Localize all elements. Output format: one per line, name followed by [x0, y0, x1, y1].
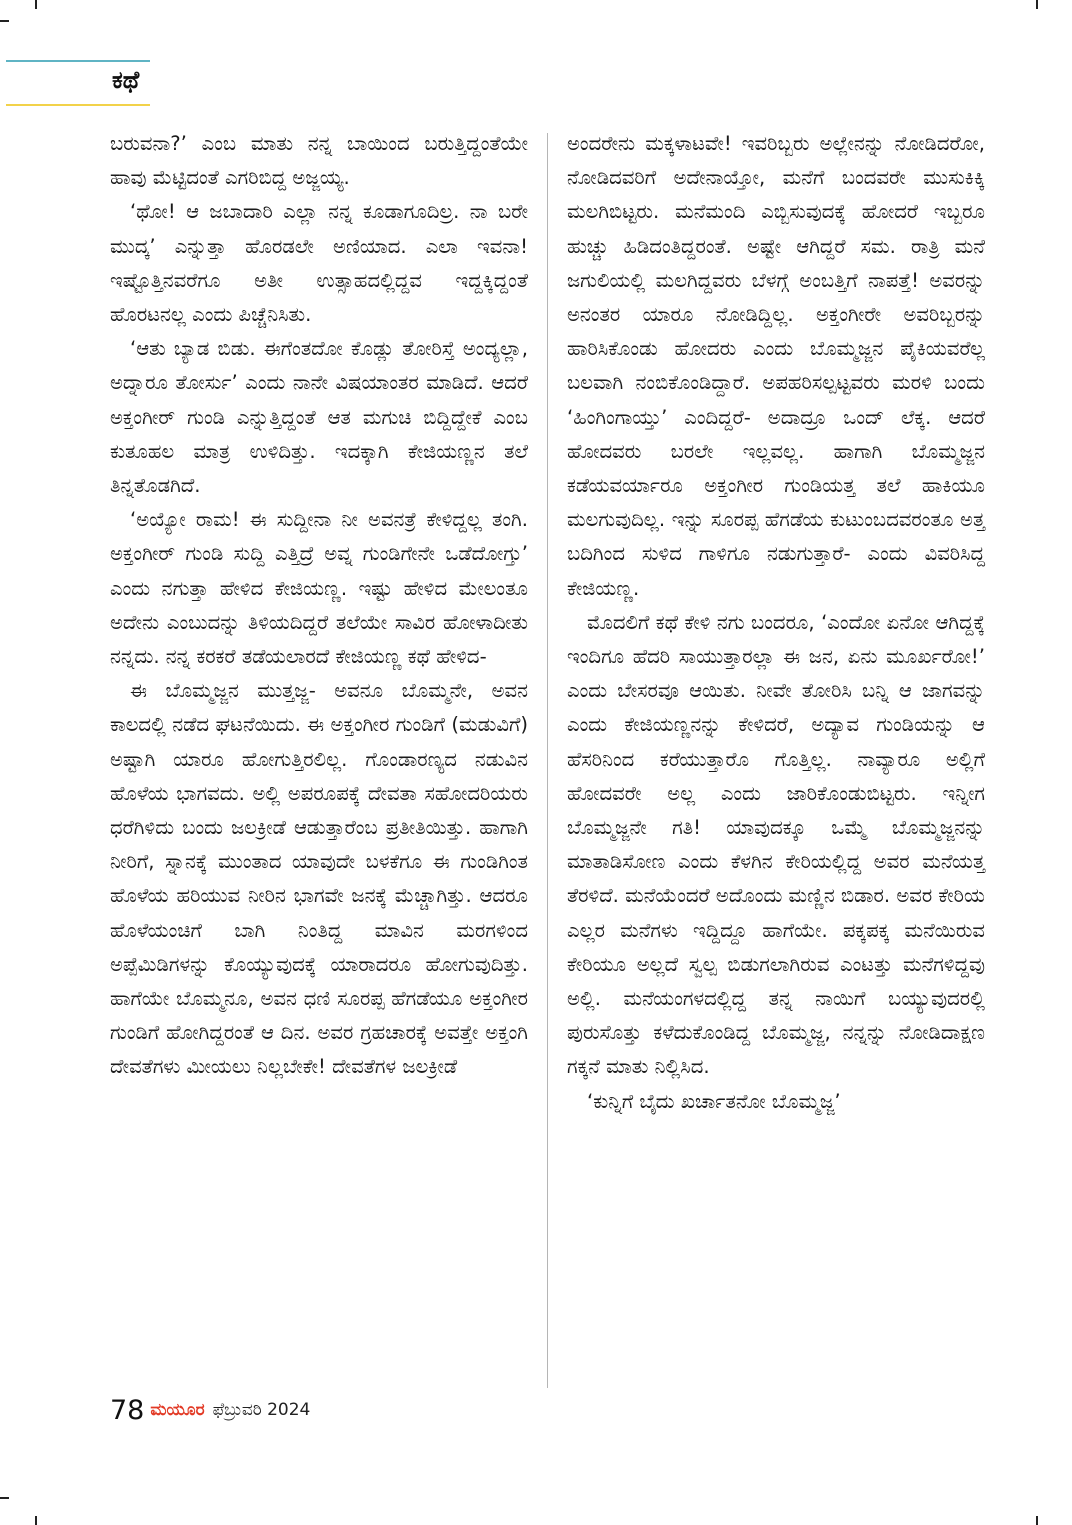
- paragraph: ‘ಅಯ್ಯೋ ರಾಮ! ಈ ಸುದ್ದೀನಾ ನೀ ಅವನತ್ರೆ ಕೇಳಿದ್ದಲ್ಲ ತಂಗಿ. ಅಕ್ತಂಗೀರ್ ಗುಂಡಿ ಸುದ್ದಿ ಎತ್ತಿದ್ರೆ ಅವ್ನ ಗುಂಡಿಗೇನೇ ಒಡೆದೋಗ್ತು’ ಎಂದು ನಗುತ್ತಾ ಹೇಳಿದ ಕೇಜಿಯಣ್ಣ. ಇಷ್ಟು ಹೇಳಿದ ಮೇಲಂತೂ ಅದೇನು ಎಂಬುದನ್ನು ತಿಳಿಯದಿದ್ದರೆ ತಲೆಯೇ ಸಾವಿರ ಹೋಳಾದೀತು ನನ್ನದು. ನನ್ನ ಕರಕರೆ ತಡೆಯಲಾರದೆ ಕೇಜಿಯಣ್ಣ ಕಥೆ ಹೇಳಿದ-: [110, 508, 528, 669]
- paragraph: ಈ ಬೊಮ್ಮಜ್ಜನ ಮುತ್ತಜ್ಜ- ಅವನೂ ಬೊಮ್ಮನೇ, ಅವನ ಕಾಲದಲ್ಲಿ ನಡೆದ ಘಟನೆಯಿದು. ಈ ಅಕ್ತಂಗೀರ ಗುಂಡಿಗೆ (ಮಡುವಿಗೆ) ಅಷ್ಟಾಗಿ ಯಾರೂ ಹೋಗುತ್ತಿರಲಿಲ್ಲ. ಗೊಂಡಾರಣ್ಯದ ನಡುವಿನ ಹೊಳೆಯ ಭಾಗವದು. ಅಲ್ಲಿ ಅಪರೂಪಕ್ಕೆ ದೇವತಾ ಸಹೋದರಿಯರು ಧರೆಗಿಳಿದು ಬಂದು ಜಲಕ್ರೀಡೆ ಆಡುತ್ತಾರೆಂಬ ಪ್ರತೀತಿಯಿತ್ತು. ಹಾಗಾಗಿ ನೀರಿಗೆ, ಸ್ನಾನಕ್ಕೆ ಮುಂತಾದ ಯಾವುದೇ ಬಳಕೆಗೂ ಈ ಗುಂಡಿಗಿಂತ ಹೊಳೆಯ ಹರಿಯುವ ನೀರಿನ ಭಾಗವೇ ಜನಕ್ಕೆ ಮೆಚ್ಚಾಗಿತ್ತು. ಆದರೂ ಹೊಳೆಯಂಚಿಗೆ ಬಾಗಿ ನಿಂತಿದ್ದ ಮಾವಿನ ಮರಗಳಿಂದ ಅಪ್ಪೆಮಿಡಿಗಳನ್ನು ಕೊಯ್ಯುವುದಕ್ಕೆ ಯಾರಾದರೂ ಹೋಗುವುದಿತ್ತು. ಹಾಗೆಯೇ ಬೊಮ್ಮನೂ, ಅವನ ಧಣಿ ಸೂರಪ್ಪ ಹೆಗಡೆಯೂ ಅಕ್ತಂಗೀರ ಗುಂಡಿಗೆ ಹೋಗಿದ್ದರಂತೆ ಆ ದಿನ. ಅವರ ಗ್ರಹಚಾರಕ್ಕೆ ಅವತ್ತೇ ಅಕ್ತಂಗಿ ದೇವತೆಗಳು ಮೀಯಲು ನಿಲ್ಲಬೇಕೇ! ದೇವತೆಗಳ ಜಲಕ್ರೀಡೆ: [110, 679, 528, 1079]
- header-rule-teal: [6, 60, 150, 62]
- paragraph: ಅಂದರೇನು ಮಕ್ಕಳಾಟವೇ! ಇವರಿಬ್ಬರು ಅಲ್ಲೇನನ್ನು ನೋಡಿದರೋ, ನೋಡಿದವರಿಗೆ ಅದೇನಾಯ್ತೋ, ಮನೆಗೆ ಬಂದವರೇ ಮುಸುಕಿಕ್ಕಿ ಮಲಗಿಬಿಟ್ಟರು. ಮನೆಮಂದಿ ಎಬ್ಬಿಸುವುದಕ್ಕೆ ಹೋದರೆ ಇಬ್ಬರೂ ಹುಚ್ಚು ಹಿಡಿದಂತಿದ್ದರಂತೆ. ಅಷ್ಟೇ ಆಗಿದ್ದರೆ ಸಮ. ರಾತ್ರಿ ಮನೆ ಜಗುಲಿಯಲ್ಲಿ ಮಲಗಿದ್ದವರು ಬೆಳಗ್ಗೆ ಅಂಬತ್ತಿಗೆ ನಾಪತ್ತೆ! ಅವರನ್ನು ಅನಂತರ ಯಾರೂ ನೋಡಿದ್ದಿಲ್ಲ. ಅಕ್ತಂಗೀರೇ ಅವರಿಬ್ಬರನ್ನು ಹಾರಿಸಿಕೊಂಡು ಹೋದರು ಎಂದು ಬೊಮ್ಮಜ್ಜನ ಪೈಕಿಯವರೆಲ್ಲ ಬಲವಾಗಿ ನಂಬಿಕೊಂಡಿದ್ದಾರೆ. ಅಪಹರಿಸಲ್ಪಟ್ಟವರು ಮರಳಿ ಬಂದು ‘ಹಿಂಗಿಂಗಾಯ್ತು’ ಎಂದಿದ್ದರೆ- ಅದಾದ್ರೂ ಒಂದ್ ಲೆಕ್ಕ. ಆದರೆ ಹೋದವರು ಬರಲೇ ಇಲ್ಲವಲ್ಲ. ಹಾಗಾಗಿ ಬೊಮ್ಮಜ್ಜನ ಕಡೆಯವರ್ಯಾರೂ ಅಕ್ತಂಗೀರ ಗುಂಡಿಯತ್ತ ತಲೆ ಹಾಕಿಯೂ ಮಲಗುವುದಿಲ್ಲ. ಇನ್ನು ಸೂರಪ್ಪ ಹೆಗಡೆಯ ಕುಟುಂಬದವರಂತೂ ಅತ್ತ ಬದಿಗಿಂದ ಸುಳಿದ ಗಾಳಿಗೂ ನಡುಗುತ್ತಾರೆ- ಎಂದು ವಿವರಿಸಿದ್ದ ಕೇಜಿಯಣ್ಣ.: [567, 132, 985, 600]
- header-rule-yellow: [6, 104, 150, 106]
- paragraph: ಮೊದಲಿಗೆ ಕಥೆ ಕೇಳಿ ನಗು ಬಂದರೂ, ‘ಎಂದೋ ಏನೋ ಆಗಿದ್ದಕ್ಕೆ ಇಂದಿಗೂ ಹೆದರಿ ಸಾಯುತ್ತಾರಲ್ಲಾ ಈ ಜನ, ಏನು ಮೂರ್ಖರೋ!’ ಎಂದು ಬೇಸರವೂ ಆಯಿತು. ನೀವೇ ತೋರಿಸಿ ಬನ್ನಿ ಆ ಜಾಗವನ್ನು ಎಂದು ಕೇಜಿಯಣ್ಣನನ್ನು ಕೇಳಿದರೆ, ಅದ್ಯಾವ ಗುಂಡಿಯನ್ನು ಆ ಹೆಸರಿನಿಂದ ಕರೆಯುತ್ತಾರೊ ಗೊತ್ತಿಲ್ಲ. ನಾವ್ಯಾರೂ ಅಲ್ಲಿಗೆ ಹೋದವರೇ ಅಲ್ಲ ಎಂದು ಜಾರಿಕೊಂಡುಬಿಟ್ಟರು. ಇನ್ನೀಗ ಬೊಮ್ಮಜ್ಜನೇ ಗತಿ! ಯಾವುದಕ್ಕೂ ಒಮ್ಮೆ ಬೊಮ್ಮಜ್ಜನನ್ನು ಮಾತಾಡಿಸೋಣ ಎಂದು ಕೆಳಗಿನ ಕೇರಿಯಲ್ಲಿದ್ದ ಅವರ ಮನೆಯತ್ತ ತೆರಳಿದೆ. ಮನೆಯೆಂದರೆ ಅದೊಂದು ಮಣ್ಣಿನ ಬಿಡಾರ. ಅವರ ಕೇರಿಯ ಎಲ್ಲರ ಮನೆಗಳು ಇದ್ದಿದ್ದೂ ಹಾಗೆಯೇ. ಪಕ್ಕಪಕ್ಕ ಮನೆಯಿರುವ ಕೇರಿಯೂ ಅಲ್ಲದೆ ಸ್ವಲ್ಪ ಬಿಡುಗಲಾಗಿರುವ ಎಂಟತ್ತು ಮನೆಗಳಿದ್ದವು ಅಲ್ಲಿ. ಮನೆಯಂಗಳದಲ್ಲಿದ್ದ ತನ್ನ ನಾಯಿಗೆ ಬಯ್ಯುವುದರಲ್ಲಿ ಪುರುಸೊತ್ತು ಕಳೆದುಕೊಂಡಿದ್ದ ಬೊಮ್ಮಜ್ಜ, ನನ್ನನ್ನು ನೋಡಿದಾಕ್ಷಣ ಗಕ್ಕನೆ ಮಾತು ನಿಲ್ಲಿಸಿದ.: [567, 610, 985, 1079]
- paragraph: ‘ಕುನ್ನಿಗೆ ಬೈದು ಖರ್ಚಾತನೋ ಬೊಮ್ಮಜ್ಜ’: [587, 1089, 841, 1113]
- article-column-right: [567, 127, 985, 1119]
- issue-date: ಫೆಬ್ರುವರಿ 2024: [212, 1400, 311, 1420]
- page-footer: [110, 1392, 310, 1428]
- paragraph: ‘ಆತು ಬ್ಯಾಡ ಬಿಡು. ಈಗೆಂತದೋ ಕೊಡ್ಲು ತೋರಿಸ್ತೆ ಅಂದ್ಯಲ್ಲಾ, ಅದ್ನಾರೂ ತೋರ್ಸು’ ಎಂದು ನಾನೇ ವಿಷಯಾಂತರ ಮಾಡಿದೆ. ಆದರೆ ಅಕ್ತಂಗೀರ್ ಗುಂಡಿ ಎನ್ನುತ್ತಿದ್ದಂತೆ ಆತ ಮಗುಚಿ ಬಿದ್ದಿದ್ದೇಕೆ ಎಂಬ ಕುತೂಹಲ ಮಾತ್ರ ಉಳಿದಿತ್ತು. ಇದಕ್ಕಾಗಿ ಕೇಜಿಯಣ್ಣನ ತಲೆ ತಿನ್ನತೊಡಗಿದೆ.: [110, 337, 528, 498]
- crop-mark: [35, 0, 37, 9]
- paragraph: ‘ಥೋ! ಆ ಜಬಾದಾರಿ ಎಲ್ಲಾ ನನ್ನ ಕೂಡಾಗೂದಿಲ್ರ. ನಾ ಬರೇ ಮುದ್ಕ’ ಎನ್ನುತ್ತಾ ಹೊರಡಲೇ ಅಣಿಯಾದ. ಎಲಾ ಇವನಾ! ಇಷ್ಟೊತ್ತಿನವರೆಗೂ ಅತೀ ಉತ್ಸಾಹದಲ್ಲಿದ್ದವ ಇದ್ದಕ್ಕಿದ್ದಂತೆ ಹೊರಟನಲ್ಲ ಎಂದು ಪಿಚ್ಚೆನಿಸಿತು.: [110, 200, 528, 327]
- crop-mark: [0, 20, 9, 22]
- section-title: ಕಥೆ: [112, 66, 140, 94]
- article-column-left: [110, 127, 528, 1085]
- crop-mark: [0, 1497, 9, 1499]
- page-number: 78: [110, 1394, 145, 1426]
- crop-mark: [1036, 1516, 1038, 1525]
- crop-mark: [35, 1516, 37, 1525]
- paragraph: ಬರುವನಾ?’ ಎಂಬ ಮಾತು ನನ್ನ ಬಾಯಿಂದ ಬರುತ್ತಿದ್ದಂತೆಯೇ ಹಾವು ಮೆಟ್ಟಿದಂತೆ ಎಗರಿಬಿದ್ದ ಅಜ್ಜಯ್ಯ.: [110, 132, 528, 190]
- column-divider: [547, 133, 548, 1388]
- magazine-logo: ಮಯೂರ: [150, 1400, 205, 1420]
- crop-mark: [1036, 0, 1038, 9]
